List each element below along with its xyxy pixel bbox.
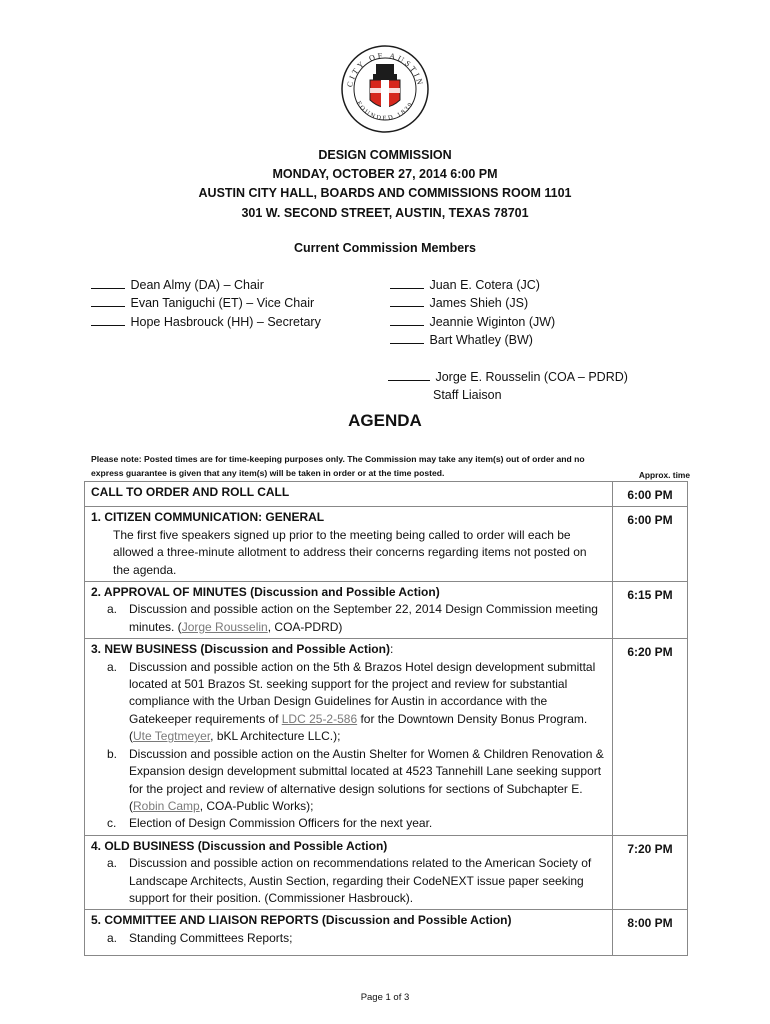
sub-item-text: Discussion and possible action on the Austin Shelter for Women & Children Renovation & Expansion design development submittal located at 4523 Tannehill Lane seeking support for the project and review of alternative design solutions for sections of Subchapter E. (Robin Camp, COA-Public Works); [129,746,604,813]
sub-item [91,601,606,636]
sub-item-text: Discussion and possible action on the September 22, 2014 Design Commission meeting minutes. (Jorge Rousselin, COA-PDRD) [129,602,598,634]
agenda-item-time: 6:20 PM [613,639,688,835]
member-item: Dean Almy (DA) – Chair [91,278,264,292]
member-item: Hope Hasbrouck (HH) – Secretary [91,315,321,329]
sub-item [91,659,606,746]
agenda-item-title: 4. OLD BUSINESS (Discussion and Possible Action) [91,838,388,853]
sub-item [91,930,606,947]
staff-liaison-name: Jorge E. Rousselin (COA – PDRD) [388,370,628,384]
header-date: MONDAY, OCTOBER 27, 2014 6:00 PM [272,167,498,181]
table-row [85,639,688,835]
agenda-item-time: 8:00 PM [613,910,688,956]
link-robin-camp[interactable]: Robin Camp [133,798,200,813]
city-of-austin-seal [340,44,430,134]
table-row [85,910,688,956]
staff-liaison-role: Staff Liaison [433,388,502,402]
member-item: Evan Taniguchi (ET) – Vice Chair [91,296,314,310]
table-row [85,835,688,910]
member-item: Juan E. Cotera (JC) [390,278,540,292]
seal-bottom-text: FOUNDED 1839 [354,100,416,123]
agenda-item [85,582,613,639]
table-row [85,482,688,507]
sub-item-label: a. [107,659,118,674]
approx-time-label: Approx. time [638,470,690,480]
agenda-note-line1: Please note: Posted times are for time-keeping purposes only. The Commission may take any item(s) out of order and no [91,454,585,464]
header-title: DESIGN COMMISSION [318,148,452,162]
sub-item [91,746,606,816]
agenda-item-title: 1. CITIZEN COMMUNICATION: GENERAL [91,510,325,525]
agenda-item [85,835,613,910]
agenda-item [85,507,613,582]
sub-item-label: a. [107,930,118,945]
agenda-item-time: 7:20 PM [613,835,688,910]
agenda-note-line2: express guarantee is given that any item(s) will be taken in order or at the time posted. [91,468,445,478]
members-title: Current Commission Members [294,241,476,255]
link-ute-tegtmeyer[interactable]: Ute Tegtmeyer [133,729,211,744]
agenda-item-title: 2. APPROVAL OF MINUTES (Discussion and Possible Action) [91,585,440,600]
page-number: Page 1 of 3 [360,992,410,1003]
sub-item-text: Discussion and possible action on the 5th & Brazos Hotel design development submittal located at 501 Brazos St. seeking support for the project and review for substantial compliance with the Urban Design Guidelines for Austin in accordance with the Gatekeeper requirements of LDC 25-2-586 for the Downtown Density Bonus Program. (Ute Tegtmeyer, bKL Architecture LLC.); [129,659,596,744]
header-location: AUSTIN CITY HALL, BOARDS AND COMMISSIONS ROOM 1101 [198,186,572,200]
member-item: James Shieh (JS) [390,296,528,310]
agenda-heading: AGENDA [348,411,422,430]
agenda-item-title: CALL TO ORDER AND ROLL CALL [85,482,613,507]
sub-item-text: Standing Committees Reports; [129,930,293,945]
sub-item-label: a. [107,602,118,617]
table-row [85,582,688,639]
agenda-item-time: 6:15 PM [613,582,688,639]
agenda-item [85,639,613,835]
agenda-item-time: 6:00 PM [613,507,688,582]
link-jorge-rousselin[interactable]: Jorge Rousselin [181,619,268,634]
agenda-item-title: 5. COMMITTEE AND LIAISON REPORTS (Discussion and Possible Action) [91,913,512,928]
agenda-table [84,481,688,956]
sub-item-label: b. [107,746,118,761]
header-address: 301 W. SECOND STREET, AUSTIN, TEXAS 78701 [241,206,529,220]
sub-item-text: Election of Design Commission Officers for the next year. [129,816,433,831]
sub-item-text: Discussion and possible action on recommendations related to the American Society of Landscape Architects, Austin Section, regarding their CodeNEXT issue paper seeking support for their position. (Commissioner Hasbrouck). [129,856,592,905]
member-item: Bart Whatley (BW) [390,333,533,347]
agenda-item-body: The first five speakers signed up prior to the meeting being called to order will each be allowed a three-minute allotment to address their concerns regarding items not posted on the agenda. [113,527,587,577]
agenda-item [85,910,613,956]
sub-item-label: a. [107,856,118,871]
link-ldc-25-2-586[interactable]: LDC 25-2-586 [281,711,358,726]
sub-item [91,855,606,907]
seal-top-text: CITY OF AUSTIN [345,50,425,88]
agenda-item-title: 3. NEW BUSINESS (Discussion and Possible Action): [91,642,394,657]
sub-item-label: c. [107,816,117,831]
agenda-item-time: 6:00 PM [613,482,688,507]
sub-item [91,815,606,832]
table-row [85,507,688,582]
member-item: Jeannie Wiginton (JW) [390,315,555,329]
